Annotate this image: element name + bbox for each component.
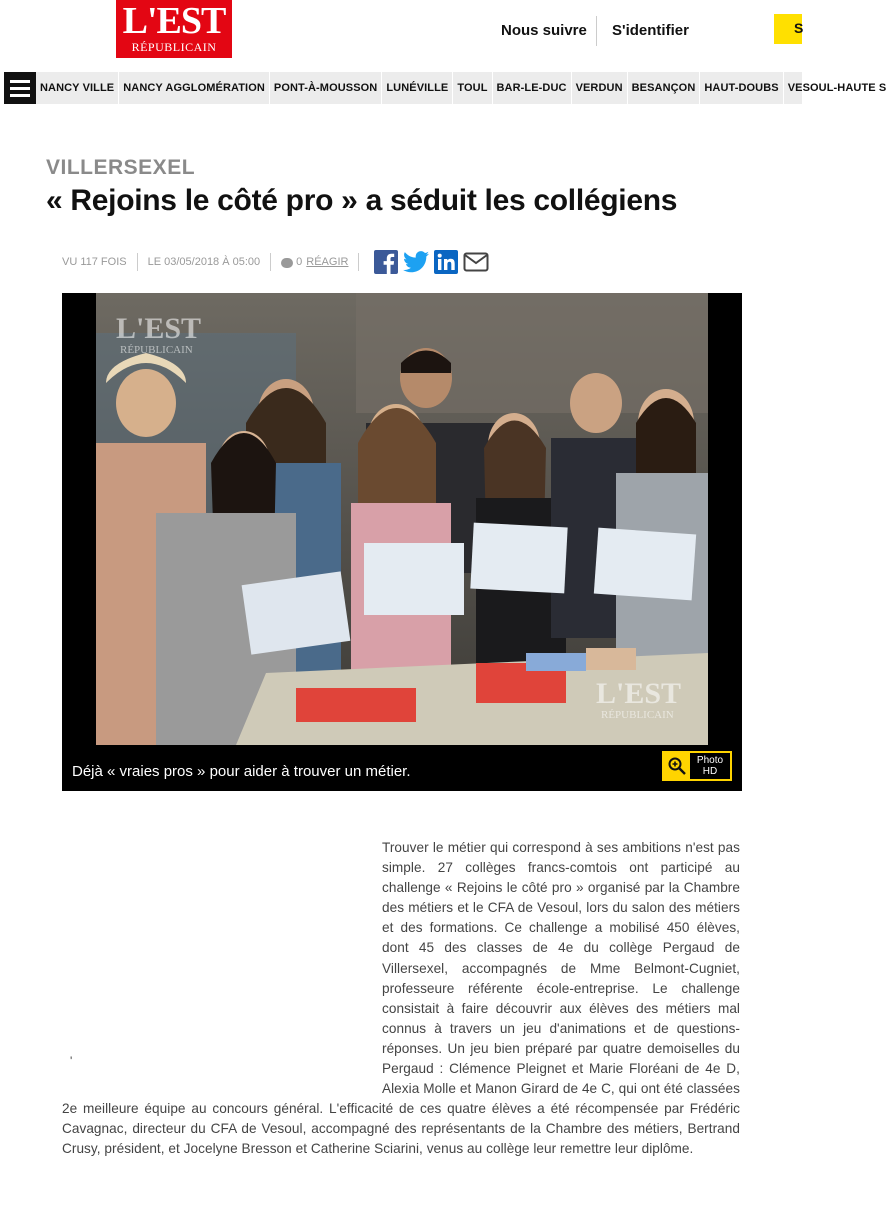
logo-wordmark: L'EST [122,0,226,42]
meta-divider [137,253,138,271]
site-logo[interactable] [116,0,232,58]
publish-date: LE 03/05/2018 À 05:00 [147,256,261,268]
comment-icon [281,258,293,268]
photo-watermark-sub: RÉPUBLICAIN [120,344,193,356]
linkedin-icon[interactable] [433,249,459,275]
logo-subtitle: RÉPUBLICAIN [131,40,217,54]
mail-icon[interactable] [463,249,489,275]
meta-divider [270,253,271,271]
nav-item[interactable]: VERDUN [572,72,628,104]
photo-watermark: L'EST [596,677,682,710]
share-bar [373,249,493,275]
photo-hd-label: Photo HD [696,755,724,777]
nav-item[interactable]: VESOUL-HAUTE S [784,72,891,104]
header-divider [596,16,597,46]
follow-link[interactable]: Nous suivre [501,22,587,39]
view-count: VU 117 FOIS [62,256,127,268]
photo-watermark-sub: RÉPUBLICAIN [601,709,674,721]
react-link[interactable]: RÉAGIR [306,256,349,268]
photo-caption: Déjà « vraies pros » pour aider à trouver un métier. [72,763,411,780]
stray-mark: ' [70,1054,73,1068]
nav-item[interactable]: TOUL [453,72,492,104]
photo-hd-button[interactable] [662,751,732,781]
facebook-icon[interactable] [373,249,399,275]
meta-divider [358,253,359,271]
nav-item[interactable]: BESANÇON [628,72,701,104]
article-paragraph: Trouver le métier qui correspond à ses ambitions n'est pas simple. 27 collèges francs-comtois ont participé au challenge « Rejoins le côté pro » organisé par la Chambre des métiers et le CFA de Vesoul, lors du salon des métiers et des formations. Ce challenge a mobilisé 450 élèves, dont 45 des classes de 4e du collège Pergaud de Villersexel, accompagnés de Mme Belmont-Cugniet, professeure référente école-entreprise. Le challenge consistait à faire découvrir aux élèves des métiers mal connus à travers un jeu d'animations et de questions-réponses. Un jeu bien préparé par quatre demoiselles du Pergaud : Clémence Pleignet et Marie Floréani de 4e D, Alexia Molle et Manon Girard de 4e C, qui ont été classées 2e meilleure équipe au concours général. L'efficacité de ces quatre élèves a été récompensée par Frédéric Cavagnac, directeur du CFA de Vesoul, accompagné des représentants de la Chambre des métiers, Bertrand Crusy, président, et Jocelyne Bresson et Catherine Sciarini, venus au collège leur remettre leur diplôme. [62,840,740,1157]
article-kicker[interactable]: VILLERSEXEL [46,156,196,179]
login-link[interactable]: S'identifier [612,22,689,39]
nav-item[interactable]: HAUT-DOUBS [700,72,783,104]
nav-item[interactable]: NANCY VILLE [36,72,119,104]
article-body [62,838,740,1160]
hamburger-icon[interactable] [4,72,36,104]
article-meta [62,250,493,274]
article-title: « Rejoins le côté pro » a séduit les collégiens [46,184,678,217]
zoom-icon [664,753,690,779]
ad-placeholder [62,838,382,1099]
nav-item[interactable]: LUNÉVILLE [382,72,453,104]
article-photo[interactable] [62,293,742,791]
twitter-icon[interactable] [403,249,429,275]
nav-item[interactable]: NANCY AGGLOMÉRATION [119,72,270,104]
photo-image [96,293,708,745]
nav-item[interactable]: BAR-LE-DUC [493,72,572,104]
nav-item[interactable]: PONT-À-MOUSSON [270,72,382,104]
comment-count: 0 [296,256,303,268]
main-nav [4,72,887,104]
subscribe-button[interactable]: S [774,14,802,44]
photo-watermark: L'EST [116,312,202,345]
